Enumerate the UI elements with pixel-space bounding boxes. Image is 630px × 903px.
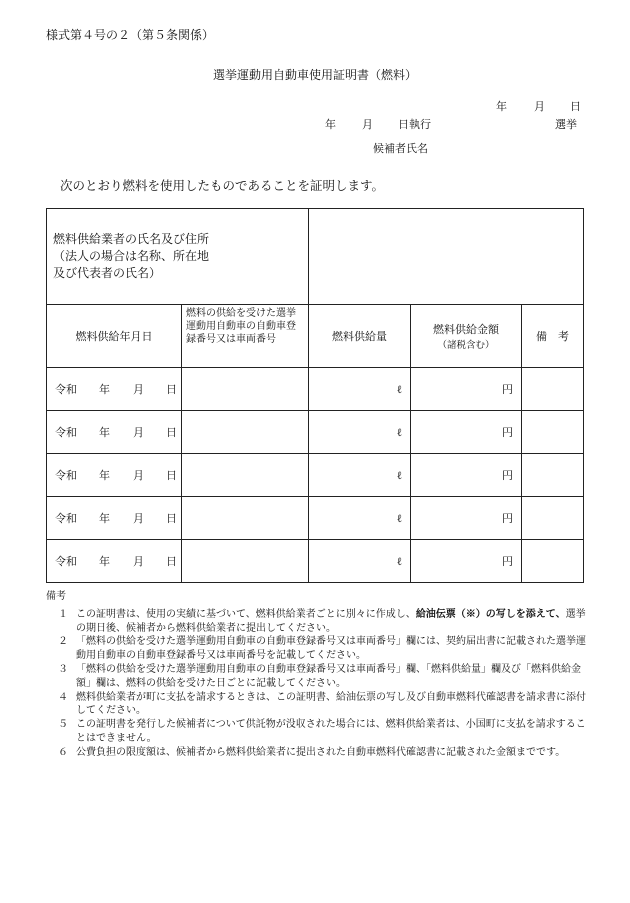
table-row bbox=[47, 540, 584, 583]
form-number: 様式第４号の２（第５条関係） bbox=[46, 28, 215, 42]
exec-day-label: 日執行 bbox=[398, 118, 431, 131]
document-title: 選挙運動用自動車使用証明書（燃料） bbox=[212, 68, 417, 82]
fuel-qty-field[interactable]: ℓ bbox=[309, 368, 411, 411]
date-month-label: 月 bbox=[534, 100, 545, 113]
election-label: 選挙 bbox=[555, 118, 577, 131]
supplier-label-line1: 燃料供給業者の氏名及び住所 bbox=[53, 232, 210, 247]
supplier-info-field[interactable] bbox=[309, 209, 584, 305]
date-day-label: 日 bbox=[570, 100, 581, 113]
table-row bbox=[47, 497, 584, 540]
fuel-certificate-table bbox=[46, 208, 584, 583]
remarks-field[interactable] bbox=[522, 454, 584, 497]
note-item: ３ 「燃料の供給を受けた選挙運動用自動車の自動車登録番号又は車両番号」欄、「燃料供給量」欄及び「燃料供給金額」欄は、燃料の供給を受けた日ごとに記載してください。 bbox=[58, 663, 581, 689]
vehicle-number-field[interactable] bbox=[182, 497, 309, 540]
date-field[interactable]: 令和 年 月 日 bbox=[47, 540, 182, 583]
header-amount-sub: （諸税含む） bbox=[437, 340, 495, 351]
date-field[interactable]: 令和 年 月 日 bbox=[47, 411, 182, 454]
note-item: ５ この証明書を発行した候補者について供託物が没収された場合には、燃料供給業者は、小国町に支払を請求することはできません。 bbox=[58, 719, 586, 744]
fuel-amount-field[interactable]: 円 bbox=[411, 540, 522, 583]
note-item: ２ 「燃料の供給を受けた選挙運動用自動車の自動車登録番号又は車両番号」欄には、契約届出書に記載された選挙運動用自動車の自動車登録番号又は車両番号を記載してください。 bbox=[58, 636, 586, 662]
intro-statement: 次のとおり燃料を使用したものであることを証明します。 bbox=[60, 178, 385, 193]
date-field[interactable]: 令和 年 月 日 bbox=[47, 368, 182, 411]
date-field[interactable]: 令和 年 月 日 bbox=[47, 497, 182, 540]
date-year-label: 年 bbox=[496, 100, 507, 113]
fuel-amount-field[interactable]: 円 bbox=[411, 368, 522, 411]
fuel-qty-field[interactable]: ℓ bbox=[309, 540, 411, 583]
exec-year-label: 年 bbox=[325, 118, 336, 131]
fuel-amount-field[interactable]: 円 bbox=[411, 411, 522, 454]
fuel-qty-field[interactable]: ℓ bbox=[309, 411, 411, 454]
supplier-label-line2: （法人の場合は名称、所在地 bbox=[53, 249, 210, 264]
exec-month-label: 月 bbox=[362, 118, 373, 131]
supplier-label-line3: 及び代表者の氏名） bbox=[53, 265, 162, 280]
supplier-label-cell bbox=[47, 209, 309, 305]
table-row bbox=[47, 454, 584, 497]
header-amount: 燃料供給金額 bbox=[433, 323, 499, 336]
header-qty: 燃料供給量 bbox=[309, 305, 411, 368]
date-field[interactable]: 令和 年 月 日 bbox=[47, 454, 182, 497]
remarks-field[interactable] bbox=[522, 497, 584, 540]
header-date: 燃料供給年月日 bbox=[47, 305, 182, 368]
remarks-field[interactable] bbox=[522, 368, 584, 411]
fuel-amount-field[interactable]: 円 bbox=[411, 497, 522, 540]
notes-section bbox=[46, 590, 586, 760]
remarks-field[interactable] bbox=[522, 411, 584, 454]
fuel-amount-field[interactable]: 円 bbox=[411, 454, 522, 497]
fuel-qty-field[interactable]: ℓ bbox=[309, 497, 411, 540]
vehicle-number-field[interactable] bbox=[182, 540, 309, 583]
notes-heading: 備考 bbox=[46, 591, 66, 602]
note-item: ４ 燃料供給業者が町に支払を請求するときは、この証明書、給油伝票の写し及び自動車燃料代確認書を請求書に添付してください。 bbox=[58, 691, 586, 717]
vehicle-number-field[interactable] bbox=[182, 368, 309, 411]
header-amount-cell bbox=[411, 305, 522, 368]
note-item: １ この証明書は、使用の実績に基づいて、燃料供給業者ごとに別々に作成し、給油伝票（※）の写しを添えて、選挙の期日後、候補者から燃料供給業者に提出してください。 bbox=[58, 608, 586, 634]
header-vehicle: 燃料の供給を受けた選挙運動用自動車の自動車登録番号又は車両番号 bbox=[182, 305, 309, 368]
note-item: ６ 公費負担の限度額は、候補者から燃料供給業者に提出された自動車燃料代確認書に記載された金額までです。 bbox=[58, 746, 566, 758]
fuel-qty-field[interactable]: ℓ bbox=[309, 454, 411, 497]
candidate-name-label: 候補者氏名 bbox=[373, 142, 428, 155]
vehicle-number-field[interactable] bbox=[182, 411, 309, 454]
remarks-field[interactable] bbox=[522, 540, 584, 583]
table-row bbox=[47, 368, 584, 411]
table-row bbox=[47, 411, 584, 454]
header-remarks: 備 考 bbox=[522, 305, 584, 368]
vehicle-number-field[interactable] bbox=[182, 454, 309, 497]
